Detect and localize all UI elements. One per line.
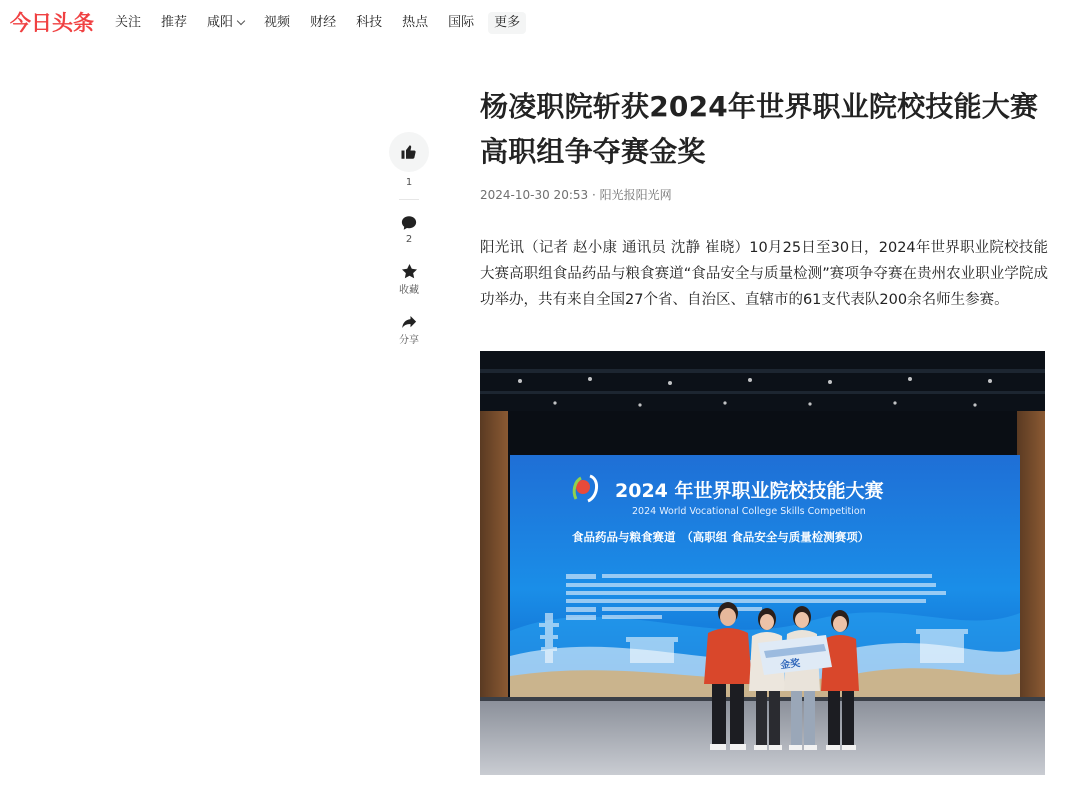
favorite-button[interactable] — [399, 262, 419, 297]
comment-button[interactable] — [400, 214, 418, 246]
star-icon — [400, 262, 419, 281]
screen-subtitle-text: 2024 World Vocational College Skills Competition — [632, 506, 866, 517]
favorite-label: 收藏 — [399, 285, 419, 296]
nav-item-hot[interactable]: 热点 — [402, 15, 429, 30]
award-banner-text: 金奖 — [779, 658, 801, 672]
channel-nav — [115, 12, 526, 34]
nav-more-button[interactable]: 更多 — [488, 12, 526, 34]
article-action-rail — [386, 132, 432, 347]
thumbs-up-icon — [400, 143, 418, 161]
screen-title-text: 2024 年世界职业院校技能大赛 — [615, 480, 884, 502]
toutiao-logo[interactable]: 今日头条 — [10, 11, 94, 35]
share-icon — [400, 313, 418, 331]
article-meta: 2024-10-30 20:53 · 阳光报阳光网 — [480, 188, 672, 202]
like-count: 1 — [405, 177, 413, 188]
share-button[interactable] — [399, 313, 419, 347]
share-label: 分享 — [399, 335, 419, 346]
nav-item-tech[interactable]: 科技 — [356, 15, 383, 30]
chevron-down-icon — [237, 17, 245, 25]
rail-divider — [399, 199, 419, 200]
award-ceremony-photo — [480, 351, 1045, 775]
article-photo — [480, 351, 1045, 775]
top-navbar — [0, 0, 1079, 46]
nav-item-video[interactable]: 视频 — [264, 15, 291, 30]
nav-item-xianyang[interactable]: 咸阳 — [207, 12, 244, 34]
comment-count: 2 — [405, 234, 413, 245]
comment-icon — [400, 214, 418, 232]
nav-item-finance[interactable]: 财经 — [310, 15, 337, 30]
screen-track-text: 食品药品与粮食赛道 （高职组 食品安全与质量检测赛项） — [572, 530, 870, 544]
article-paragraph: 阳光讯（记者 赵小康 通讯员 沈静 崔晓）10月25日至30日，2024年世界职业院校技能大赛高职组食品药品与粮食赛道“食品安全与质量检测”赛项争夺赛在贵州农业职业学院成功举办，共有来自全国27个省、自治区、直辖市的61支代表队200余名师生参赛。 — [480, 240, 1048, 308]
nav-item-international[interactable]: 国际 — [448, 15, 475, 30]
nav-item-recommend[interactable]: 推荐 — [161, 15, 188, 30]
like-button[interactable] — [389, 132, 429, 172]
article-title: 杨凌职院斩获2024年世界职业院校技能大赛高职组争夺赛金奖 — [480, 90, 1039, 168]
nav-item-follow[interactable]: 关注 — [115, 15, 142, 30]
